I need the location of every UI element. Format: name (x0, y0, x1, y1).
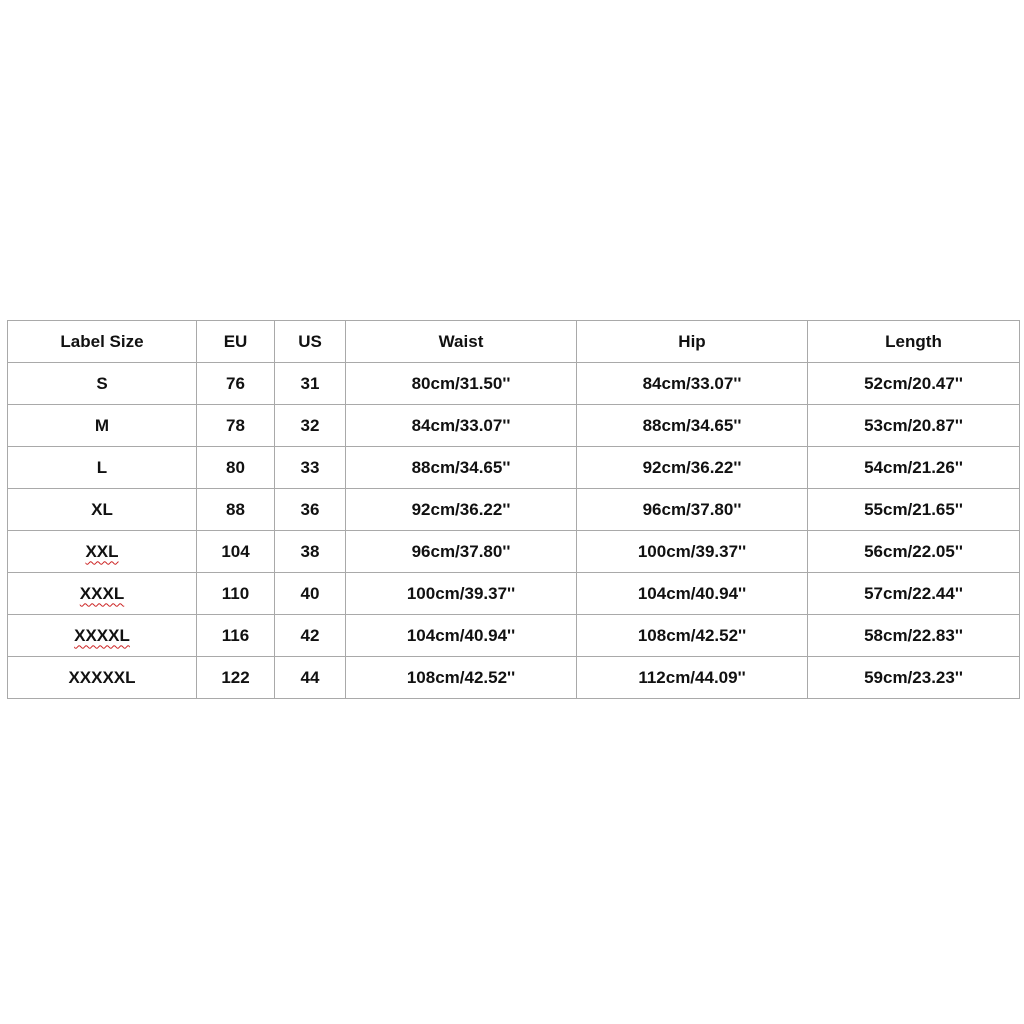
cell-label-size (8, 405, 197, 447)
cell-us: 44 (275, 657, 346, 699)
label-size-text: S (96, 373, 108, 393)
header-length: Length (808, 321, 1020, 363)
cell-eu: 104 (197, 531, 275, 573)
cell-label-size (8, 363, 197, 405)
cell-us: 33 (275, 447, 346, 489)
label-size-text: L (96, 457, 108, 477)
cell-eu: 76 (197, 363, 275, 405)
cell-hip: 108cm/42.52'' (577, 615, 808, 657)
cell-length: 52cm/20.47'' (808, 363, 1020, 405)
cell-waist: 92cm/36.22'' (346, 489, 577, 531)
cell-length: 54cm/21.26'' (808, 447, 1020, 489)
cell-waist: 108cm/42.52'' (346, 657, 577, 699)
cell-label-size (8, 531, 197, 573)
cell-waist: 88cm/34.65'' (346, 447, 577, 489)
table-row (8, 657, 1020, 699)
cell-label-size (8, 615, 197, 657)
label-size-text: XL (91, 499, 113, 519)
cell-eu: 78 (197, 405, 275, 447)
cell-eu: 110 (197, 573, 275, 615)
cell-label-size (8, 489, 197, 531)
cell-eu: 122 (197, 657, 275, 699)
table-row (8, 447, 1020, 489)
label-size-text: XXXXL (74, 625, 130, 645)
cell-waist: 96cm/37.80'' (346, 531, 577, 573)
cell-length: 58cm/22.83'' (808, 615, 1020, 657)
cell-label-size (8, 447, 197, 489)
cell-hip: 84cm/33.07'' (577, 363, 808, 405)
cell-hip: 104cm/40.94'' (577, 573, 808, 615)
cell-hip: 100cm/39.37'' (577, 531, 808, 573)
header-hip: Hip (577, 321, 808, 363)
size-chart-table (7, 320, 1020, 699)
cell-us: 42 (275, 615, 346, 657)
header-waist: Waist (346, 321, 577, 363)
table-row (8, 363, 1020, 405)
cell-waist: 100cm/39.37'' (346, 573, 577, 615)
label-size-text: M (94, 415, 110, 435)
cell-us: 36 (275, 489, 346, 531)
table-row (8, 489, 1020, 531)
label-size-text: XXL (85, 541, 119, 561)
cell-us: 31 (275, 363, 346, 405)
cell-hip: 92cm/36.22'' (577, 447, 808, 489)
table-row (8, 573, 1020, 615)
label-size-text: XXXXXL (68, 667, 136, 687)
cell-waist: 84cm/33.07'' (346, 405, 577, 447)
header-row (8, 321, 1020, 363)
header-label-size: Label Size (8, 321, 197, 363)
table-row (8, 531, 1020, 573)
label-size-text: XXXL (79, 583, 125, 603)
cell-us: 38 (275, 531, 346, 573)
table-row (8, 615, 1020, 657)
cell-eu: 88 (197, 489, 275, 531)
cell-us: 32 (275, 405, 346, 447)
cell-us: 40 (275, 573, 346, 615)
cell-waist: 104cm/40.94'' (346, 615, 577, 657)
cell-label-size (8, 573, 197, 615)
header-us: US (275, 321, 346, 363)
header-eu: EU (197, 321, 275, 363)
cell-length: 57cm/22.44'' (808, 573, 1020, 615)
cell-hip: 96cm/37.80'' (577, 489, 808, 531)
cell-hip: 112cm/44.09'' (577, 657, 808, 699)
cell-length: 56cm/22.05'' (808, 531, 1020, 573)
cell-eu: 116 (197, 615, 275, 657)
cell-hip: 88cm/34.65'' (577, 405, 808, 447)
cell-length: 55cm/21.65'' (808, 489, 1020, 531)
cell-waist: 80cm/31.50'' (346, 363, 577, 405)
table-row (8, 405, 1020, 447)
cell-length: 59cm/23.23'' (808, 657, 1020, 699)
cell-eu: 80 (197, 447, 275, 489)
cell-length: 53cm/20.87'' (808, 405, 1020, 447)
cell-label-size (8, 657, 197, 699)
